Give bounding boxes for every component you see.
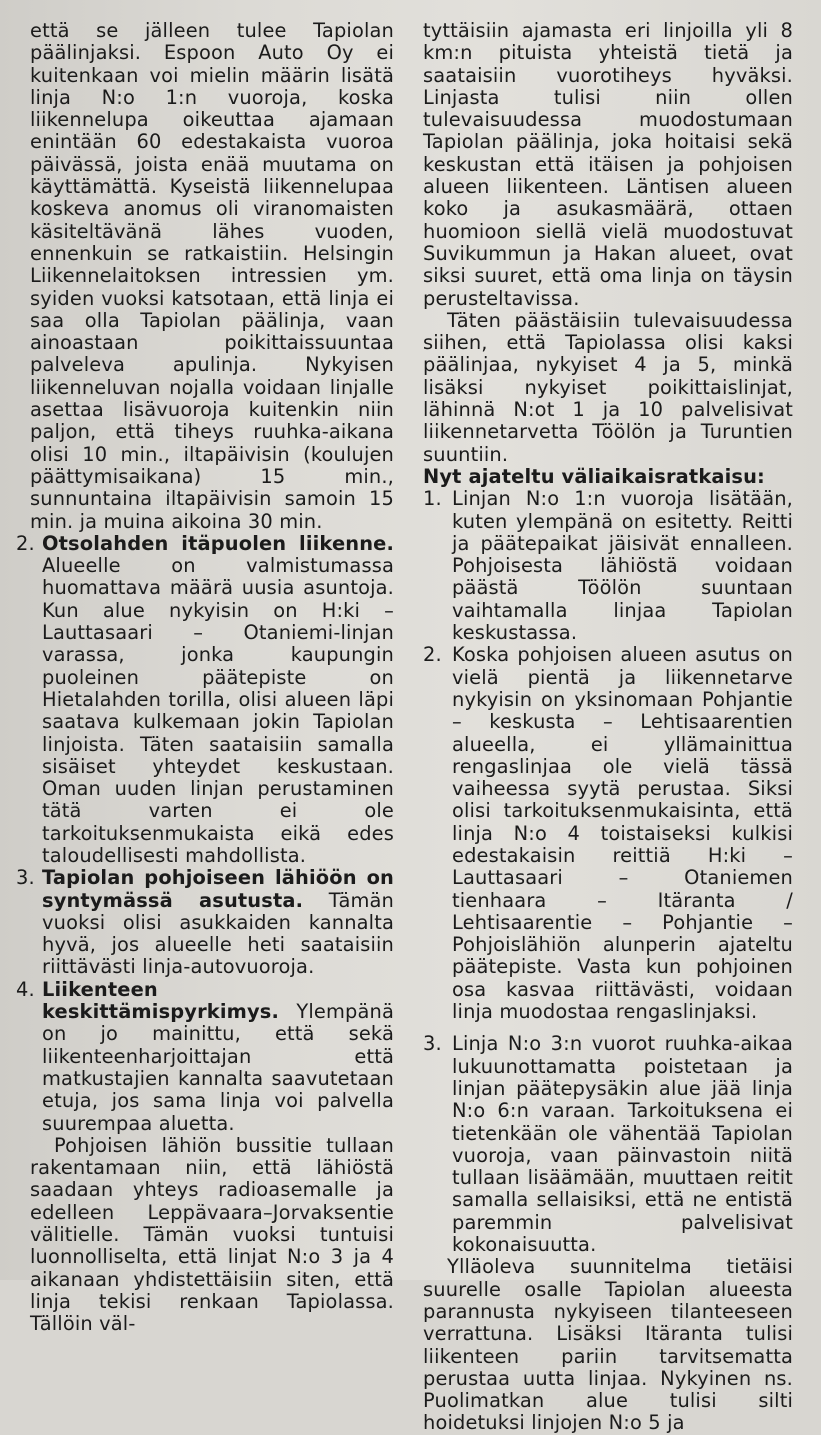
- left-intro-paragraph: että se jälleen tulee Tapiolan päälinjaksi. Espoon Auto Oy ei kuitenkaan voi mielin määrin lisätä linja N:o 1:n vuoroja, koska liikennelupa oikeuttaa ajamaan enintään 60 edestakaista vuoroa päivässä, joista enää muutama on käyttämättä. Kyseistä liikennelupaa koskeva anomus oli viranomaisten käsiteltävänä lähes vuoden, ennenkuin se ratkaistiin. Helsingin Liikennelaitoksen intressien ym. syiden vuoksi katsotaan, että linja ei saa olla Tapiolan päälinja, vaan ainoastaan poikittaissuuntaa palveleva apulinja. Nykyisen liikenneluvan nojalla voidaan linjalle asettaa lisävuoroja kuitenkin niin paljon, että tiheys ruuhka-aikana olisi 10 min., iltapäivisin (koulujen päättymisaikana) 15 min., sunnuntaina iltapäivisin samoin 15 min. ja muina aikoina 30 min.: [30, 19, 394, 533]
- left-column: [16, 19, 394, 1336]
- right-second-paragraph: Täten päästäisiin tulevaisuudessa siihen, että Tapiolassa olisi kaksi päälinjaa, nykyiset 4 ja 5, minkä lisäksi nykyiset poikittaislinjat, lähinnä N:ot 1 ja 10 palvelisivat liikennetarvetta Töölön ja Turuntien suuntiin.: [423, 308, 793, 466]
- list-number: 2.: [16, 531, 35, 555]
- list-number: 1.: [423, 487, 442, 511]
- list-item-text: Linja N:o 3:n vuorot ruuhka-aikaa lukuunottamatta poistetaan ja linjan päätepysäkin alue jää linja N:o 6:n varaan. Tarkoituksena ei tietenkään ole vähentää Tapiolan vuoroja, vaan päinvastoin niitä tullaan lisäämään, muuttaen reitit samalla sellaisiksi, että ne entistä paremmin palvelisivat kokonaisuutta.: [452, 1032, 793, 1257]
- section-heading: Nyt ajateltu väliaikaisratkaisu:: [423, 464, 765, 488]
- list-item-1: [423, 488, 793, 644]
- list-item-3: [16, 866, 394, 979]
- list-item-3: [423, 1033, 793, 1256]
- list-item-text: Linjan N:o 1:n vuoroja lisätään, kuten ylempänä on esitetty. Reitti ja päätepaikat jäisivät ennalleen. Pohjoisesta lähiöstä voidaan päästä Töölön suuntaan vaihtamalla linjaa Tapiolan keskustassa.: [452, 487, 793, 645]
- list-item-text: Koska pohjoisen alueen asutus on vielä pientä ja liikennetarve nykyisin on yksinomaan Pohjantie – keskusta – Lehtisaarentien alueella, ei yllämainittua rengaslinjaa ole vielä tässä vaiheessa syytä perustaa. Siksi olisi tarkoituksenmukaisinta, että linja N:o 4 toistaiseksi kulkisi edestakaisin reittiä H:ki – Lauttasaari – Otaniemen tienhaara – Itäranta / Lehtisaarentie – Pohjantie – Pohjoislähiön alunperin ajateltu päätepiste. Vasta kun pohjoinen osa kasvaa riittävästi, voidaan linja muodostaa rengaslinjaksi.: [452, 643, 793, 1024]
- list-number: 3.: [423, 1032, 442, 1056]
- list-item-title: Otsolahden itäpuolen liikenne.: [42, 531, 394, 555]
- list-item-text: Alueelle on valmistumassa huomattava määrä uusia asuntoja. Kun alue nykyisin on H:ki – Lauttasaari – Otaniemi-linjan varassa, jonka kaupungin puoleinen päätepiste on Hietalahden torilla, olisi alueen läpi saatava kulkemaan jokin Tapiolan linjoista. Täten saataisiin samalla sisäiset yhteydet keskustaan. Oman uuden linjan perustaminen tätä varten ei ole tarkoituksenmukaista eikä edes taloudellisesti mahdollista.: [42, 554, 394, 867]
- right-intro-paragraph: tyttäisiin ajamasta eri linjoilla yli 8 km:n pituista yhteistä tietä ja saataisiin vuorotiheys hyväksi. Linjasta tulisi niin ollen tulevaisuudessa muodostumaan Tapiolan päälinja, joka hoitaisi sekä keskustan että itäisen ja pohjoisen alueen liikenteen. Läntisen alueen koko ja asukasmäärä, ottaen huomioon siellä vielä muodostuvat Suvikummun ja Hakan alueet, ovat siksi suuret, että oma linja on täysin perusteltavissa.: [423, 19, 793, 310]
- right-closing-paragraph: Ylläoleva suunnitelma tietäisi suurelle osalle Tapiolan alueesta parannusta nykyiseen tilanteeseen verrattuna. Lisäksi Itäranta tulisi liikenteen pariin tarvitsematta perustaa uutta linjaa. Nykyinen ns. Puolimatkan alue tulisi silti hoidetuksi linjojen N:o 5 ja: [423, 1255, 793, 1435]
- list-item-2: [16, 531, 394, 867]
- right-column: [423, 20, 793, 1435]
- list-number: 3.: [16, 866, 35, 890]
- list-item-text: Ylempänä on jo mainittu, että sekä liikenteenharjoittajan että matkustajien kannalta saavutetaan etuja, jos sama linja voi palvella suurempaa aluetta.: [42, 1000, 394, 1135]
- list-number: 2.: [423, 643, 442, 667]
- list-number: 4.: [16, 977, 35, 1001]
- left-closing-paragraph: Pohjoisen lähiön bussitie tullaan rakentamaan niin, että lähiöstä saadaan yhteys radioasemalle ja edelleen Leppävaara–Jorvaksentie välitielle. Tämän vuoksi tuntuisi luonnolliselta, että linjat N:o 3 ja 4 aikanaan yhdistettäisiin siten, että linja tekisi renkaan Tapiolassa. Tällöin väl-: [30, 1133, 394, 1336]
- list-item-title: Tapiolan pohjoiseen lähiöön on syntymässä asutusta.: [42, 866, 394, 912]
- list-item-2: [423, 644, 793, 1023]
- list-item-text: Tämän vuoksi olisi asukkaiden kannalta hyvä, jos alueelle heti saataisiin riittävästi linja-autovuoroja.: [42, 888, 394, 979]
- list-item-title: Liikenteen keskittämispyrkimys.: [42, 977, 280, 1024]
- list-item-4: [16, 977, 394, 1135]
